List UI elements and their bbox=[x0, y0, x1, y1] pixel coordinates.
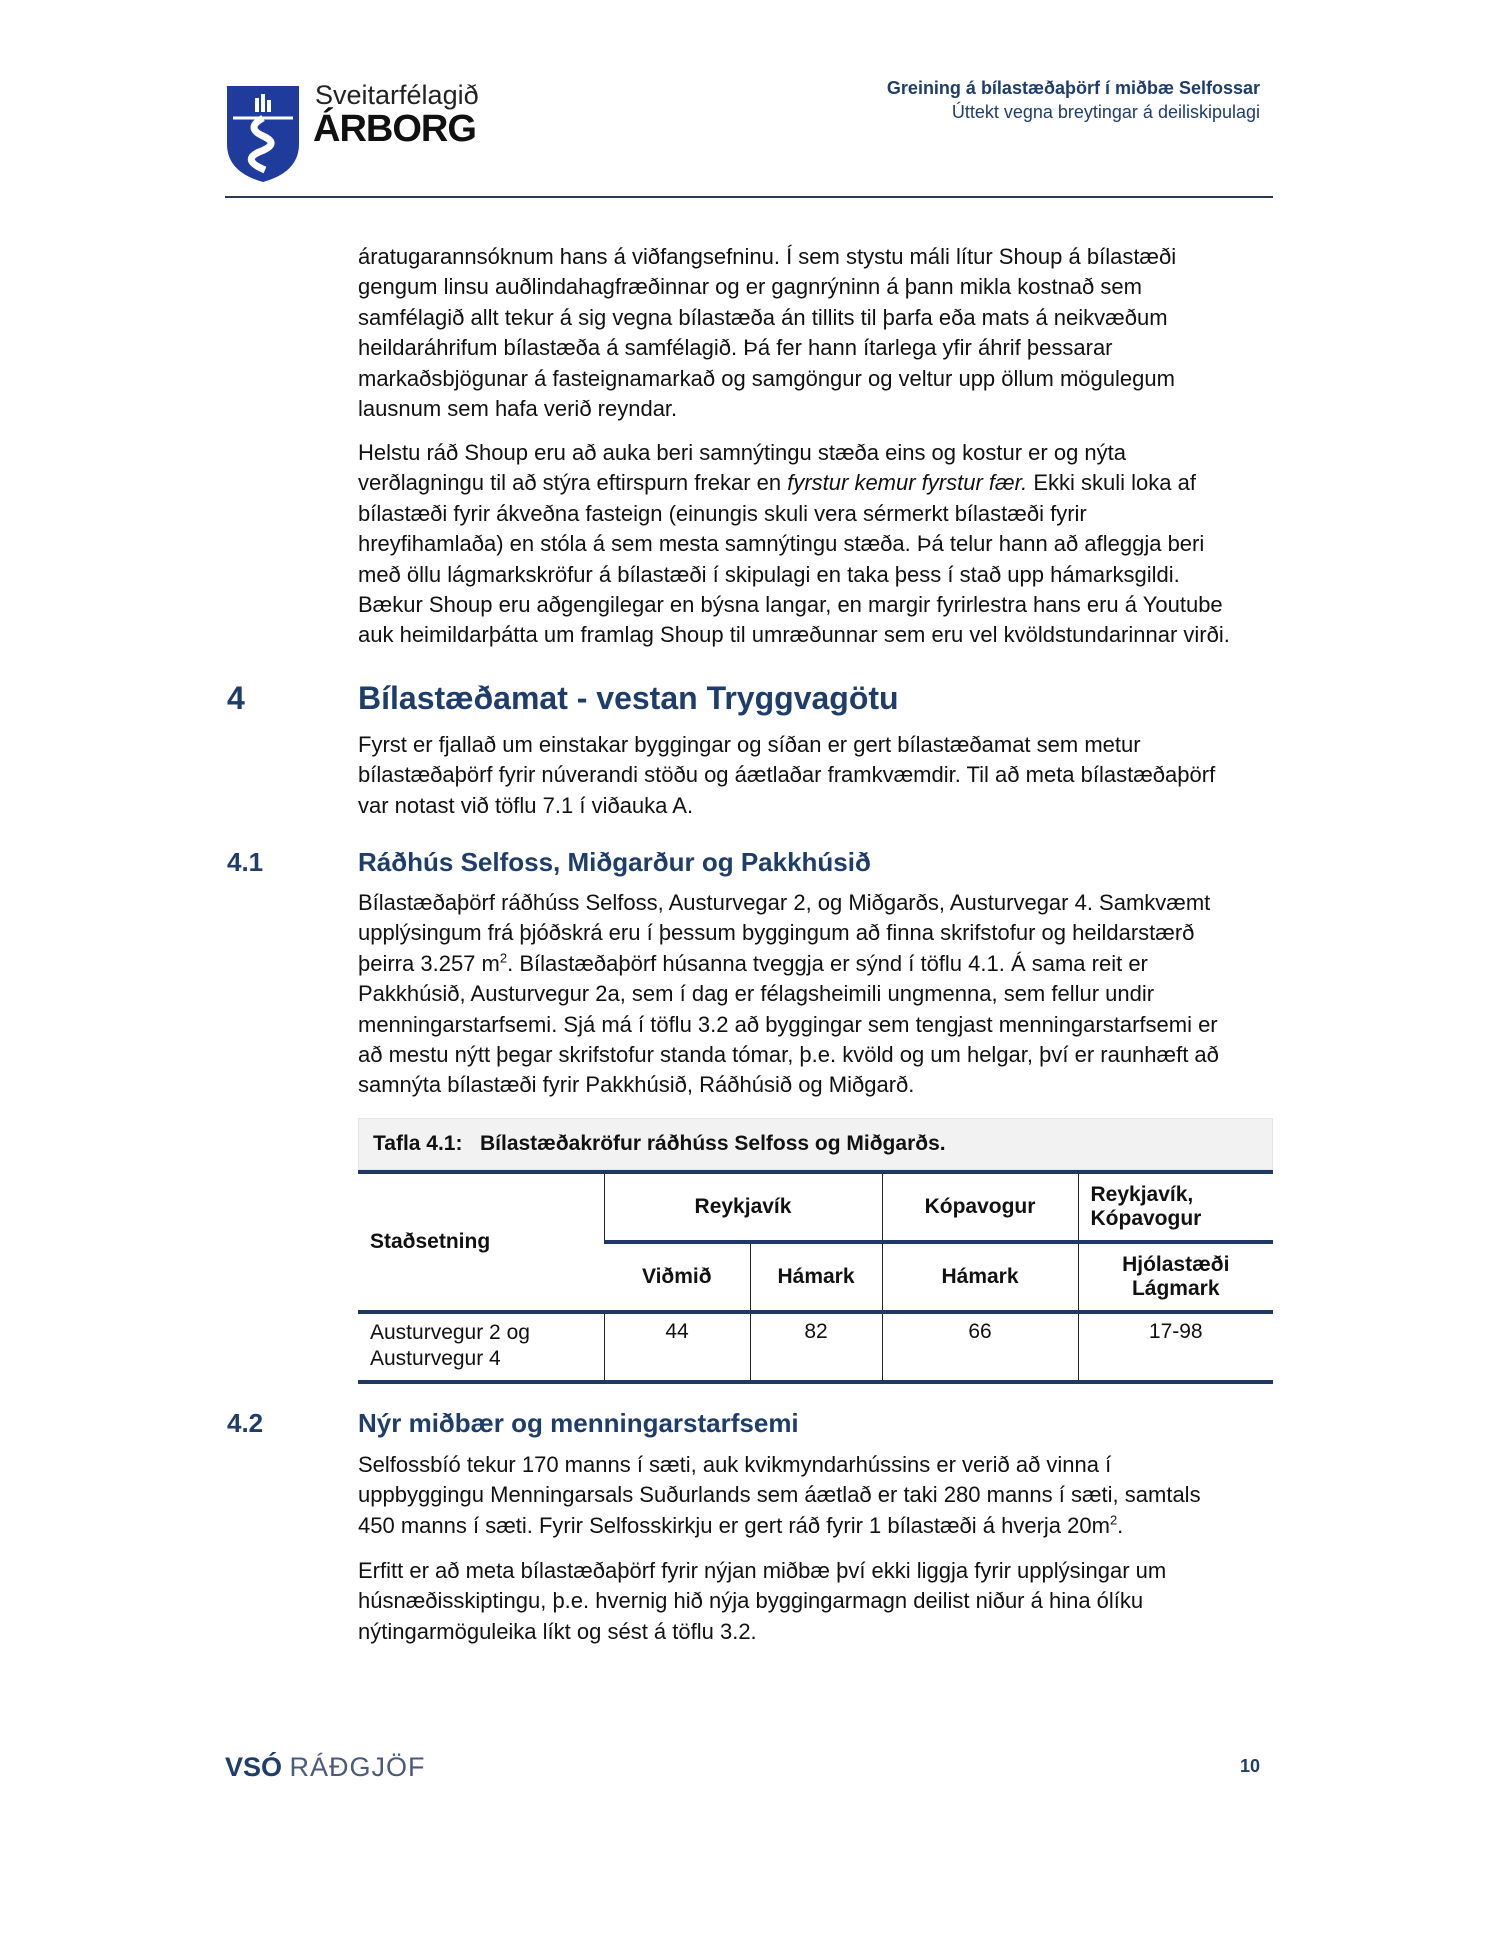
superscript: 2 bbox=[499, 950, 508, 966]
header-line: Kópavogur bbox=[1090, 1207, 1202, 1230]
text-line: Fyrst er fjallað um einstakar byggingar og síðan er gert bílastæðamat sem metur bbox=[358, 732, 1141, 757]
text-line bbox=[358, 468, 1288, 498]
text-segment: verðlagningu til að stýra eftirspurn frekar en bbox=[358, 470, 788, 496]
text-line: samnýta bílastæði fyrir Pakkhúsið, Ráðhúsið og Miðgarð. bbox=[358, 1072, 915, 1098]
text-line: Erfitt er að meta bílastæðaþörf fyrir nýjan miðbæ því ekki liggja fyrir upplýsingar um bbox=[358, 1558, 1167, 1583]
arborg-shield-icon bbox=[225, 84, 301, 184]
text-line: húsnæðisskiptingu, þ.e. hvernig hið nýja byggingarmagn deilist niður á hina ólíku bbox=[358, 1588, 1144, 1614]
text-line: uppbyggingu Menningarsals Suðurlands sem áætlað er taki 280 manns í sæti, samtals bbox=[358, 1482, 1201, 1508]
header-line: Lágmark bbox=[1131, 1277, 1220, 1300]
text-line: auk heimildarþátta um framlag Shoup til umræðunnar sem eru vel kvöldstundarinnar virði. bbox=[358, 622, 1230, 648]
text-line: bílastæðaþörf fyrir núverandi stöðu og áætlaðar framkvæmdir. Til að meta bílastæðaþörf bbox=[358, 762, 1216, 788]
text-line: áratugarannsóknum hans á viðfangsefninu. Í sem stystu máli lítur Shoup á bílastæði bbox=[358, 244, 1177, 269]
text-line: menningarstarfsemi. Sjá má í töflu 3.2 að byggingar sem tengjast menningarstarfsemi er bbox=[358, 1011, 1218, 1037]
logo-line1: Sveitarfélagið bbox=[315, 80, 479, 110]
column-header-bike bbox=[1078, 1242, 1273, 1312]
text-line: að mestu nýtt þegar skrifstofur standa tómar, þ.e. kvöld og um helgar, því er raunhæft að bbox=[358, 1042, 1219, 1068]
text-line: gengum linsu auðlindahagfræðinnar og er gagnrýninn á þann mikla kostnað sem bbox=[358, 274, 1142, 300]
section4-paragraph bbox=[358, 730, 1288, 821]
text-line: hreyfihamlaða) en stóla á sem mesta samnýtingu stæða. Þá telur hann að afleggja beri bbox=[358, 531, 1205, 557]
brand-bold: VSÓ bbox=[225, 1752, 283, 1782]
text-segment: þeirra 3.257 m bbox=[358, 950, 500, 976]
text-segment: 450 manns í sæti. Fyrir Selfosskirkju er gert ráð fyrir 1 bílastæði á hverja 20m bbox=[358, 1512, 1110, 1538]
section-heading: Ráðhús Selfoss, Miðgarður og Pakkhúsið bbox=[358, 847, 871, 877]
column-group-kopavogur: Kópavogur bbox=[882, 1172, 1078, 1242]
text-line: upplýsingum frá þjóðskrá eru í þessum byggingum að finna skrifstofur og heildarstærð bbox=[358, 920, 1195, 946]
text-line: heildaráhrifum bílastæða á samfélagið. Þá fer hann ítarlega yfir áhrif þessarar bbox=[358, 335, 1113, 361]
logo-line2: ÁRBORG bbox=[313, 108, 476, 150]
text-line: Bækur Shoup eru aðgengilegar en býsna langar, en margir fyrirlestra hans eru á Youtube bbox=[358, 592, 1223, 618]
cell-hamark-reykjavik: 82 bbox=[750, 1312, 882, 1382]
header-line: Reykjavík, bbox=[1090, 1183, 1194, 1206]
section-heading: Nýr miðbær og menningarstarfsemi bbox=[358, 1408, 799, 1438]
section-number: 4.1 bbox=[227, 847, 264, 877]
section-number: 4 bbox=[227, 680, 245, 716]
text-line: Pakkhúsið, Austurvegur 2a, sem í dag er félagsheimili ungmenna, sem fellur undir bbox=[358, 981, 1155, 1007]
cell-line: Austurvegur 4 bbox=[370, 1347, 501, 1370]
text-line: með öllu lágmarkskröfur á bílastæði í skipulagi en taka þess í stað upp hámarksgildi. bbox=[358, 561, 1180, 587]
vso-logo bbox=[225, 1752, 426, 1783]
document-subtitle: Úttekt vegna breytingar á deiliskipulagi bbox=[951, 102, 1260, 122]
text-line: lausnum sem hafa verið reyndar. bbox=[358, 396, 678, 422]
cell-line: Austurvegur 2 og bbox=[370, 1321, 530, 1344]
text-line: Bílastæðaþörf ráðhúss Selfoss, Austurvegar 2, og Miðgarðs, Austurvegar 4. Samkvæmt bbox=[358, 890, 1211, 915]
column-header-vidmid: Viðmið bbox=[641, 1265, 712, 1288]
text-segment: . bbox=[1117, 1512, 1124, 1538]
section42-paragraph-1 bbox=[358, 1450, 1288, 1541]
text-segment: . Bílastæðaþörf húsanna tveggja er sýnd í töflu 4.1. Á sama reit er bbox=[507, 950, 1148, 976]
table-row bbox=[358, 1312, 1273, 1382]
cell-vidmid: 44 bbox=[604, 1312, 750, 1382]
column-header-hamark-reykjavik: Hámark bbox=[750, 1242, 882, 1312]
document-title: Greining á bílastæðaþörf í miðbæ Selfossar bbox=[886, 78, 1260, 98]
column-group-reykjavik: Reykjavík bbox=[604, 1172, 882, 1242]
text-line: markaðsbjögunar á fasteignamarkað og samgöngur og veltur upp öllum mögulegum bbox=[358, 365, 1175, 391]
section41-paragraph bbox=[358, 888, 1288, 1101]
arborg-logo bbox=[225, 84, 301, 189]
italic-phrase: fyrstur kemur fyrstur fær. bbox=[787, 470, 1028, 496]
cell-hamark-kopavogur: 66 bbox=[882, 1312, 1078, 1382]
text-line: Selfossbíó tekur 170 manns í sæti, auk kvikmyndarhússins er verið að vinna í bbox=[358, 1452, 1112, 1477]
text-line bbox=[358, 1511, 1288, 1541]
table-caption: Tafla 4.1: Bílastæðakröfur ráðhúss Selfoss og Miðgarðs. bbox=[358, 1118, 1273, 1170]
intro-paragraph-1 bbox=[358, 242, 1288, 424]
text-segment: Ekki skuli loka af bbox=[1027, 470, 1196, 496]
column-header-location: Staðsetning bbox=[358, 1172, 604, 1312]
header-line: Hjólastæði bbox=[1122, 1253, 1230, 1276]
text-line: var notast við töflu 7.1 í viðauka A. bbox=[358, 792, 694, 818]
cell-location bbox=[358, 1312, 604, 1382]
column-group-both bbox=[1078, 1172, 1273, 1242]
header-divider bbox=[225, 196, 1273, 198]
text-line bbox=[358, 949, 1288, 979]
section-heading: Bílastæðamat - vestan Tryggvagötu bbox=[358, 680, 899, 716]
section42-paragraph-2 bbox=[358, 1556, 1288, 1647]
text-line: nýtingarmöguleika líkt og sést á töflu 3.2. bbox=[358, 1618, 757, 1644]
brand-light: RÁÐGJÖF bbox=[289, 1752, 426, 1782]
text-line: bílastæði fyrir ákveðna fasteign (einungis skuli vera sérmerkt bílastæði fyrir bbox=[358, 500, 1087, 526]
intro-paragraph-2 bbox=[358, 438, 1288, 651]
text-line: samfélagið allt tekur á sig vegna bílastæða án tillits til þarfa eða mats á neikvæðum bbox=[358, 304, 1168, 330]
cell-bike: 17-98 bbox=[1078, 1312, 1273, 1382]
column-header-hamark-kopavogur: Hámark bbox=[882, 1242, 1078, 1312]
parking-requirements-table bbox=[358, 1170, 1273, 1384]
section-number: 4.2 bbox=[227, 1408, 264, 1438]
page-number: 10 bbox=[1239, 1756, 1260, 1776]
superscript: 2 bbox=[1109, 1512, 1118, 1528]
text-line: Helstu ráð Shoup eru að auka beri samnýtingu stæða eins og kostur er og nýta bbox=[358, 440, 1127, 465]
